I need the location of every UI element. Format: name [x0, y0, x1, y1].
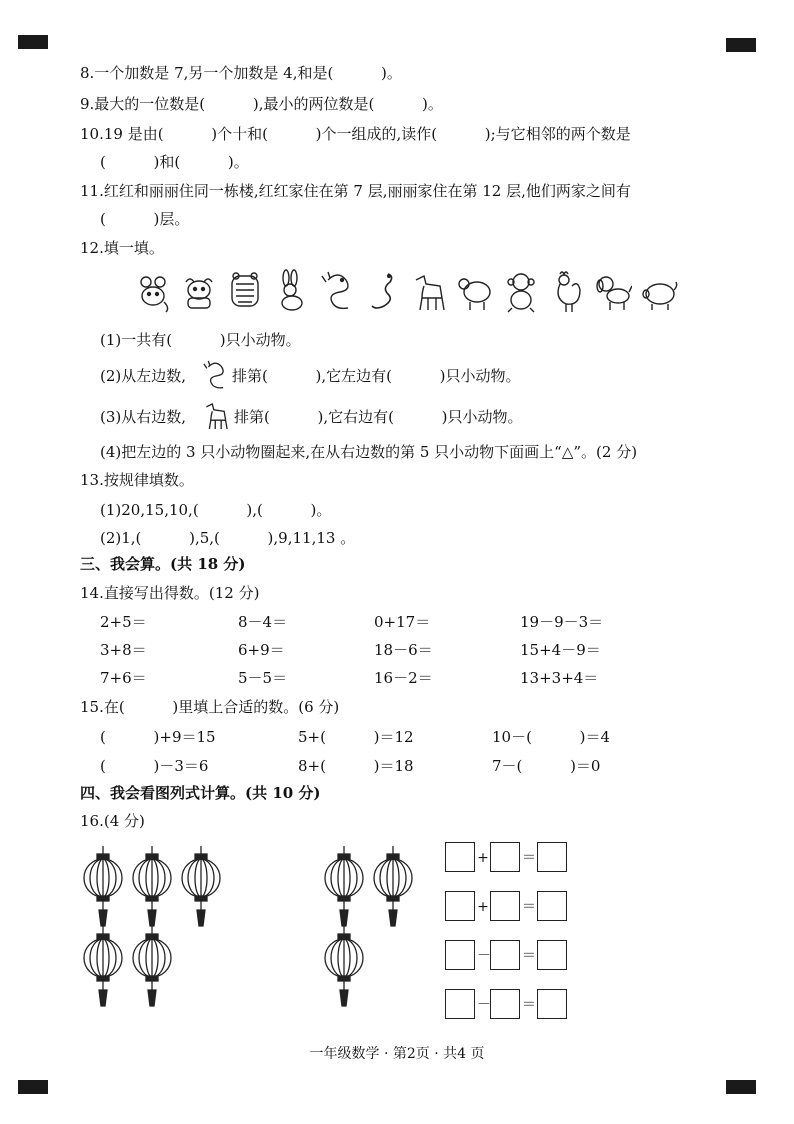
lantern-icon [323, 926, 365, 1012]
animal-row [134, 268, 674, 318]
fill-item: 10－( )＝4 [492, 728, 611, 746]
lantern-icon [131, 846, 173, 932]
page-footer: 一年级数学 · 第2页 · 共4 页 [309, 1046, 485, 1062]
sheep-icon [456, 268, 494, 314]
dog-icon [594, 268, 632, 314]
calc-item: 15+4－9＝ [520, 641, 601, 659]
rabbit-icon [272, 268, 310, 314]
equals-sign: ＝ [522, 850, 536, 866]
question-14-title: 14.直接写出得数。(12 分) [80, 584, 260, 602]
question-11-line1: 11.红红和丽丽住同一栋楼,红红家住在第 7 层,丽丽家住在第 12 层,他们两家之间有 [80, 182, 631, 200]
fill-item: 5+( )＝12 [298, 728, 414, 746]
calc-item: 8－4＝ [238, 613, 288, 631]
horse-icon [200, 398, 232, 432]
rat-icon [134, 268, 172, 314]
calc-item: 3+8＝ [100, 641, 147, 659]
calc-item: 0+17＝ [374, 613, 431, 631]
registration-mark [726, 1080, 756, 1094]
question-12-1: (1)一共有( )只小动物。 [100, 331, 301, 349]
question-12-4: (4)把左边的 3 只小动物圈起来,在从右边数的第 5 只小动物下面画上“△”。(2 分) [100, 443, 638, 461]
question-11-line2: ( )层。 [100, 210, 190, 228]
question-13-2: (2)1,( ),5,( ),9,11,13 。 [100, 529, 356, 547]
question-15-title: 15.在( )里填上合适的数。(6 分) [80, 698, 340, 716]
horse-icon [410, 268, 448, 314]
answer-box[interactable] [537, 842, 567, 872]
operator-sign: － [477, 997, 491, 1013]
lantern-icon [82, 846, 124, 932]
fill-item: ( )－3＝6 [100, 757, 209, 775]
question-13-1: (1)20,15,10,( ),( )。 [100, 501, 332, 519]
question-12-2-prefix: (2)从左边数, [100, 367, 187, 385]
calc-item: 13+3+4＝ [520, 669, 599, 687]
equals-sign: ＝ [522, 899, 536, 915]
question-8: 8.一个加数是 7,另一个加数是 4,和是( )。 [80, 64, 402, 82]
calc-item: 16－2＝ [374, 669, 433, 687]
question-12-3-suffix: 排第( ),它右边有( )只小动物。 [234, 408, 523, 426]
section-3-heading: 三、我会算。(共 18 分) [80, 555, 246, 573]
monkey-icon [502, 268, 540, 314]
rooster-icon [548, 268, 586, 314]
tiger-icon [226, 268, 264, 314]
question-10-line2: ( )和( )。 [100, 153, 249, 171]
calc-item: 2+5＝ [100, 613, 147, 631]
answer-box[interactable] [445, 891, 475, 921]
question-10-line1: 10.19 是由( )个十和( )个一组成的,读作( );与它相邻的两个数是 [80, 125, 631, 143]
answer-box[interactable] [445, 842, 475, 872]
calc-item: 7+6＝ [100, 669, 147, 687]
lantern-icon [82, 926, 124, 1012]
pig-icon [640, 268, 678, 314]
operator-sign: － [477, 948, 491, 964]
equals-sign: ＝ [522, 997, 536, 1013]
registration-mark [726, 38, 756, 52]
dragon-icon [200, 358, 230, 392]
fill-item: ( )+9＝15 [100, 728, 216, 746]
answer-box[interactable] [537, 940, 567, 970]
question-12-2-suffix: 排第( ),它左边有( )只小动物。 [232, 367, 521, 385]
answer-box[interactable] [445, 989, 475, 1019]
calc-item: 19－9－3＝ [520, 613, 604, 631]
equals-sign: ＝ [522, 948, 536, 964]
question-13-title: 13.按规律填数。 [80, 471, 194, 489]
section-4-heading: 四、我会看图列式计算。(共 10 分) [80, 784, 321, 802]
lantern-icon [323, 846, 365, 932]
answer-box[interactable] [537, 989, 567, 1019]
question-9: 9.最大的一位数是( ),最小的两位数是( )。 [80, 95, 443, 113]
registration-mark [18, 1080, 48, 1094]
question-12-title: 12.填一填。 [80, 239, 164, 257]
lantern-icon [131, 926, 173, 1012]
lantern-icon [372, 846, 414, 932]
answer-box[interactable] [490, 989, 520, 1019]
question-16-title: 16.(4 分) [80, 812, 145, 830]
answer-box[interactable] [490, 891, 520, 921]
calc-item: 18－6＝ [374, 641, 433, 659]
registration-mark [18, 35, 48, 49]
calc-item: 5－5＝ [238, 669, 288, 687]
calc-item: 6+9＝ [238, 641, 285, 659]
snake-icon [364, 268, 402, 314]
ox-icon [180, 268, 218, 314]
answer-box[interactable] [490, 842, 520, 872]
answer-box[interactable] [490, 940, 520, 970]
answer-box[interactable] [445, 940, 475, 970]
fill-item: 7－( )＝0 [492, 757, 601, 775]
fill-item: 8+( )＝18 [298, 757, 414, 775]
operator-sign: + [477, 899, 489, 915]
question-12-3-prefix: (3)从右边数, [100, 408, 187, 426]
dragon-icon [318, 268, 356, 314]
operator-sign: + [477, 850, 489, 866]
lantern-icon [180, 846, 222, 932]
answer-box[interactable] [537, 891, 567, 921]
